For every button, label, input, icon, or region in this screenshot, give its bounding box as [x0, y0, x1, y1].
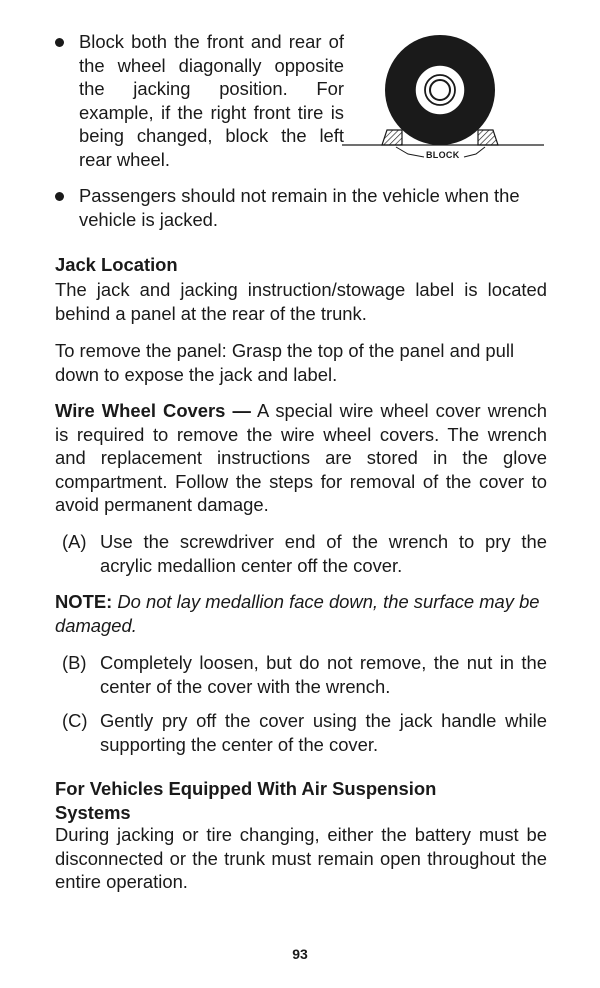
- wire-wheel-covers-lead: Wire Wheel Covers —: [55, 400, 251, 421]
- step-label: (B): [62, 652, 87, 673]
- step-label: (C): [62, 710, 88, 731]
- jack-location-paragraph: The jack and jacking instruction/stowage label is located behind a panel at the rear of the trunk.: [55, 279, 547, 324]
- wire-wheel-covers-text: A special wire wheel cover wrench is required to remove the wire wheel covers. The wrench and replacement instructions are stored in the glove compartment. Follow the steps for removal of the cover to avoid permanent damage.: [55, 400, 547, 515]
- step-text: Gently pry off the cover using the jack handle while supporting the center of the cover.: [100, 710, 547, 755]
- jack-location-heading: Jack Location: [55, 254, 178, 275]
- panel-removal-paragraph: To remove the panel: Grasp the top of the panel and pull down to expose the jack and label.: [55, 340, 515, 385]
- step-label: (A): [62, 531, 87, 552]
- page-number: 93: [292, 946, 308, 962]
- air-suspension-paragraph: During jacking or tire changing, either the battery must be disconnected or the trunk must remain open throughout the entire operation.: [55, 824, 547, 892]
- wheel-block-illustration: [338, 26, 548, 168]
- note-paragraph: [55, 590, 547, 637]
- air-suspension-heading: For Vehicles Equipped With Air Suspension Systems: [55, 778, 437, 823]
- left-block: [382, 130, 402, 145]
- right-block: [478, 130, 498, 145]
- bullet-text: Block both the front and rear of the wheel diagonally opposite the jacking position. For example, if the right front tire is being changed, block the left rear wheel.: [79, 31, 344, 170]
- step-text: Completely loosen, but do not remove, the nut in the center of the cover with the wrench.: [100, 652, 547, 697]
- bullet-dot: [55, 192, 64, 201]
- note-label: NOTE:: [55, 591, 113, 612]
- wheel-illustration: [338, 26, 548, 168]
- step-text: Use the screwdriver end of the wrench to pry the acrylic medallion center off the cover.: [100, 531, 547, 576]
- wire-wheel-covers-paragraph: [55, 399, 547, 517]
- bullet-dot: [55, 38, 64, 47]
- note-text: Do not lay medallion face down, the surface may be damaged.: [55, 591, 540, 636]
- bullet-text: Passengers should not remain in the vehicle when the vehicle is jacked.: [79, 185, 520, 230]
- block-label: BLOCK: [426, 150, 460, 160]
